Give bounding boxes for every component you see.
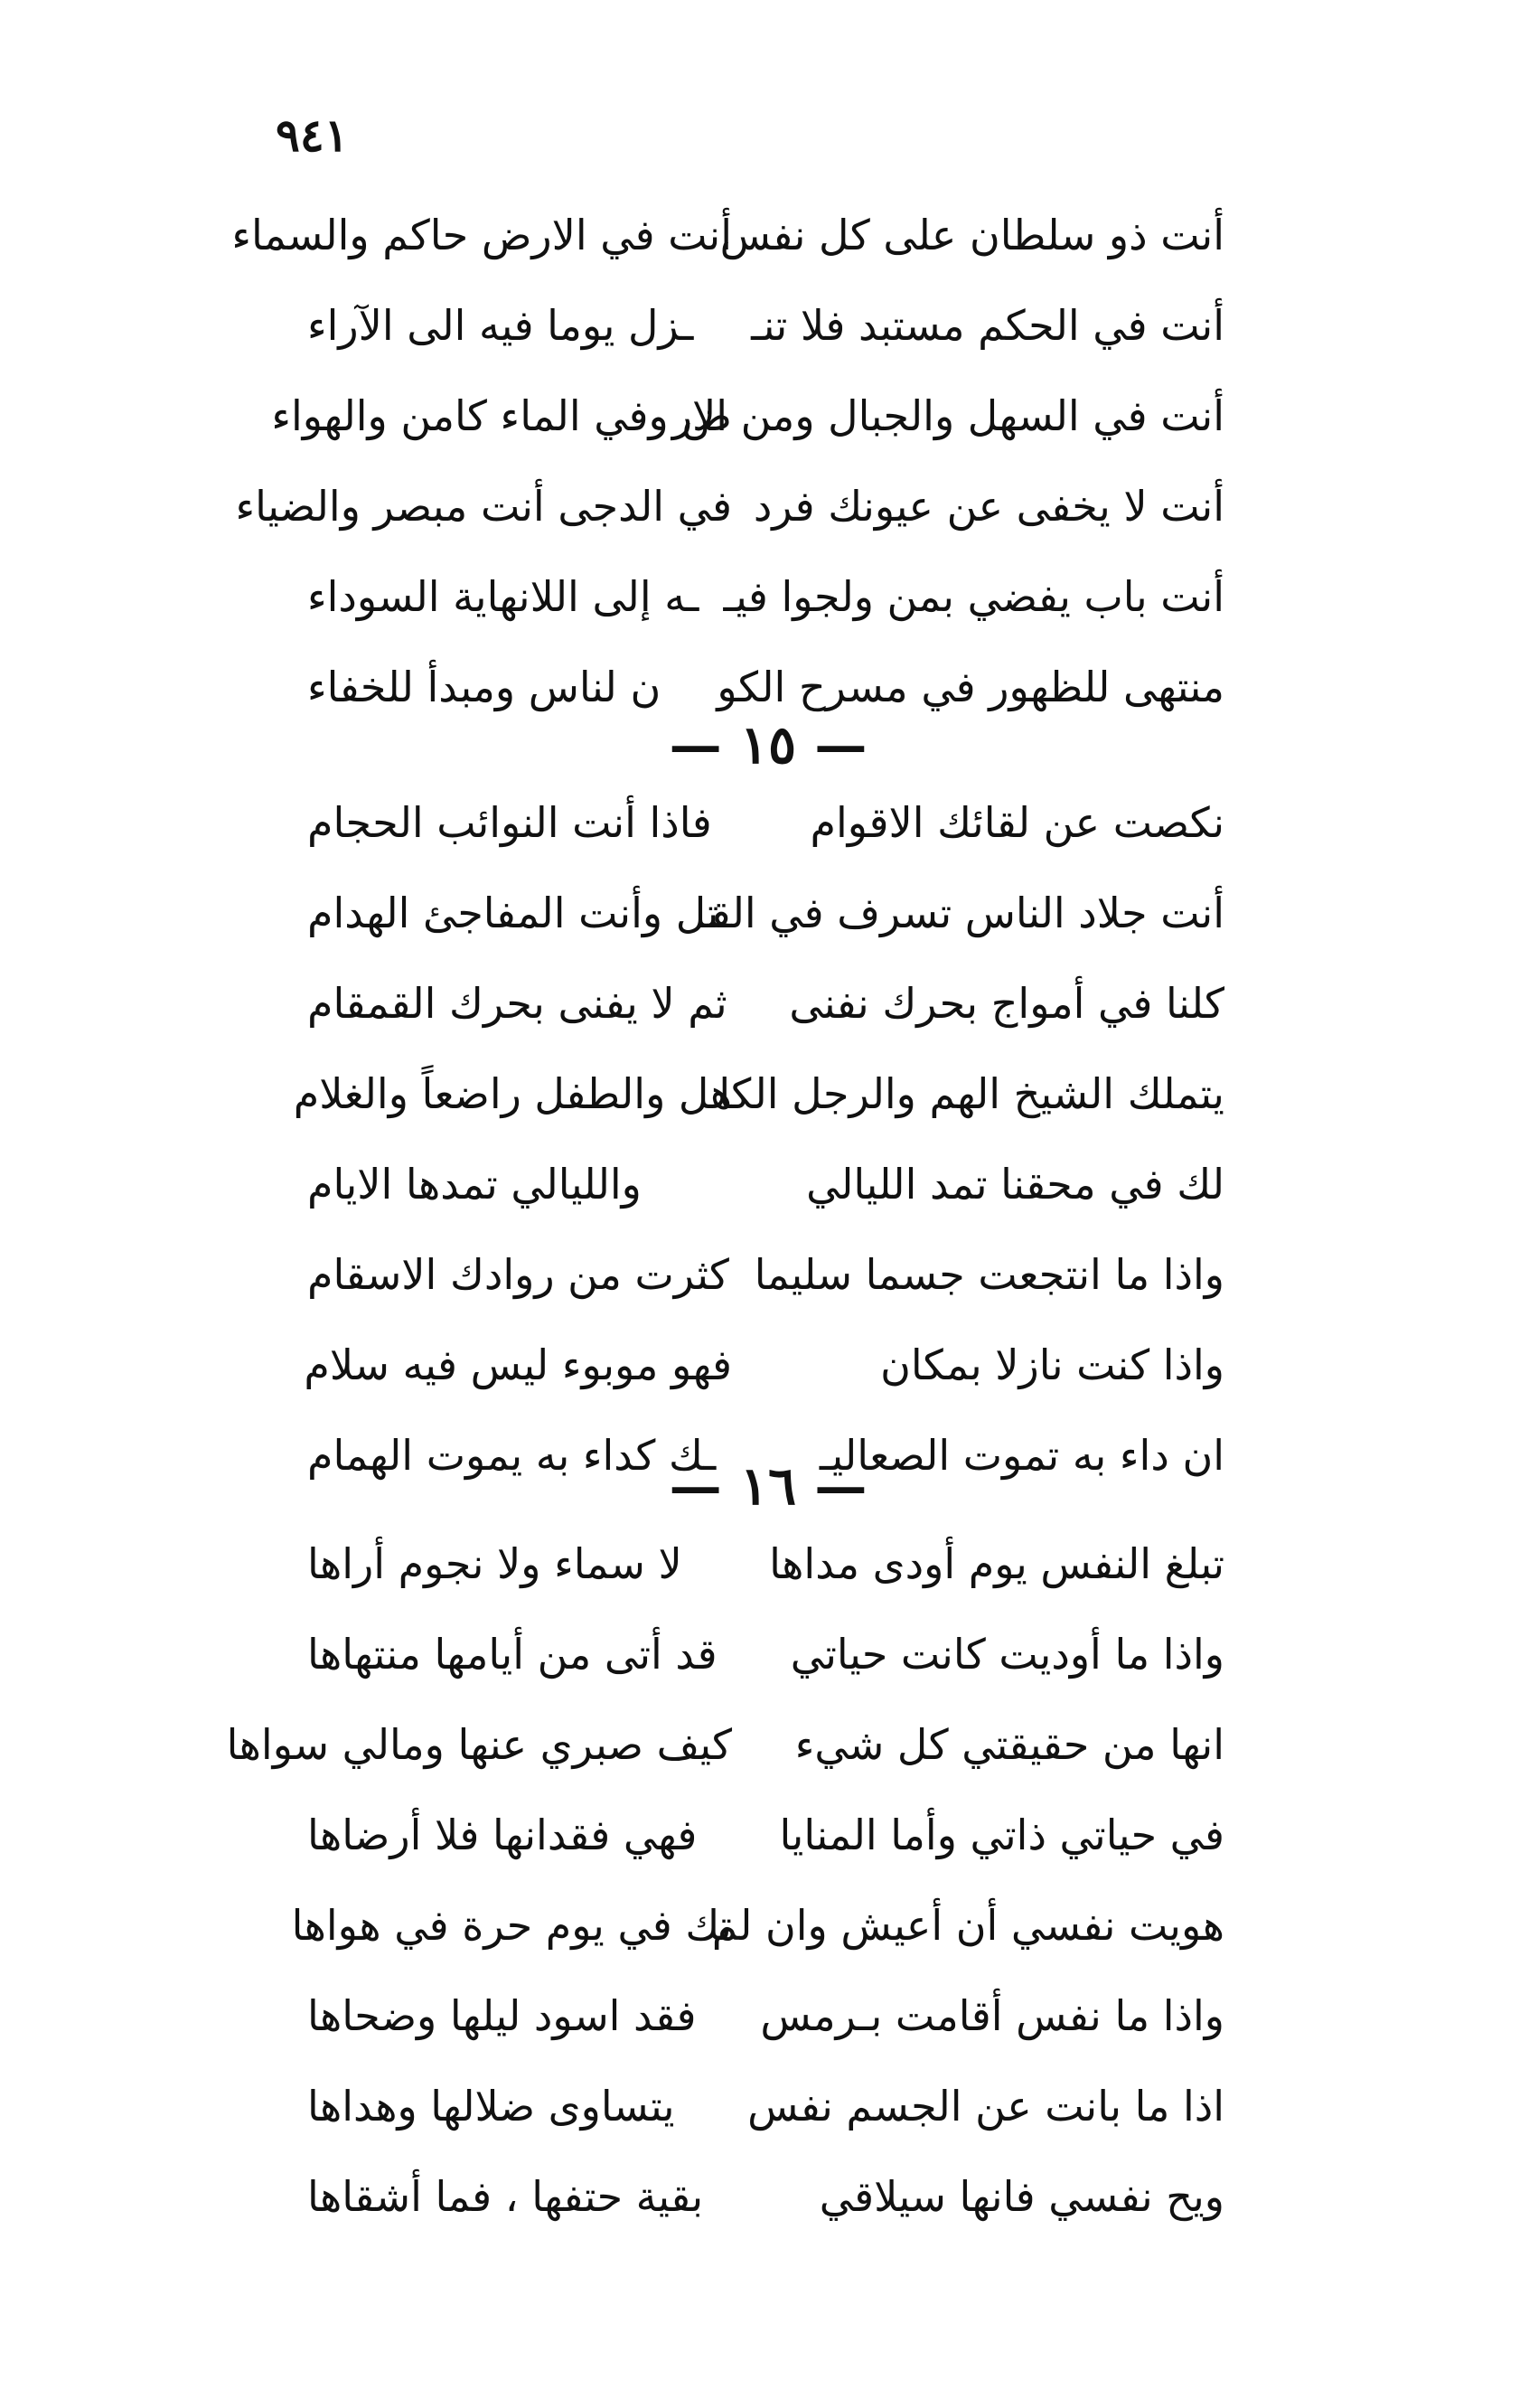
poem-section-15 bbox=[293, 777, 1224, 1500]
hemistich-right: كلنا في أمواج بحرك نفنى bbox=[789, 979, 1224, 1028]
hemistich-left: ض وفي الماء كامن والهواء bbox=[271, 391, 732, 440]
hemistich-left: ن لناس ومبدأ للخفاء bbox=[307, 663, 661, 711]
hemistich-right: في حياتي ذاتي وأما المنايا bbox=[779, 1811, 1224, 1859]
hemistich-right: نكصت عن لقائك الاقوام bbox=[810, 798, 1224, 847]
verse bbox=[307, 1790, 1224, 1880]
hemistich-left: فاذا أنت النوائب الحجام bbox=[307, 798, 712, 847]
hemistich-right: أنت باب يفضي بمن ولجوا فيـ bbox=[723, 572, 1224, 621]
verse bbox=[307, 2151, 1224, 2242]
hemistich-left: قد أتى من أيامها منتهاها bbox=[307, 1630, 718, 1679]
section-heading-15: — ١٥ — bbox=[669, 714, 868, 776]
hemistich-right: أنت لا يخفى عن عيونك فرد bbox=[753, 482, 1224, 531]
hemistich-left: لا سماء ولا نجوم أراها bbox=[307, 1539, 682, 1588]
verse bbox=[307, 1971, 1224, 2061]
verse bbox=[307, 777, 1224, 868]
hemistich-right: أنت في السهل والجبال ومن الار bbox=[671, 391, 1224, 440]
verse bbox=[307, 958, 1224, 1049]
hemistich-right: تبلغ النفس يوم أودى مداها bbox=[769, 1539, 1224, 1588]
hemistich-left: تك في يوم حرة في هواها bbox=[291, 1901, 732, 1950]
hemistich-right: هويت نفسي أن أعيش وان لم bbox=[711, 1901, 1224, 1950]
hemistich-left: فهي فقدانها فلا أرضاها bbox=[307, 1811, 698, 1859]
verse bbox=[307, 1229, 1224, 1320]
verse bbox=[231, 190, 1224, 280]
verse bbox=[307, 551, 1224, 642]
verse bbox=[291, 1880, 1224, 1971]
hemistich-right: منتهى للظهور في مسرح الكو bbox=[717, 663, 1224, 711]
hemistich-right: لك في محقنا تمد الليالي bbox=[806, 1160, 1224, 1209]
verse bbox=[226, 1699, 1224, 1790]
hemistich-left: ـتل وأنت المفاجئ الهدام bbox=[307, 889, 732, 937]
hemistich-right: واذا ما نفس أقامت بـرمس bbox=[760, 1991, 1224, 2040]
hemistich-left: ثم لا يفنى بحرك القمقام bbox=[307, 979, 727, 1028]
hemistich-left: كيف صبري عنها ومالي سواها bbox=[226, 1720, 732, 1769]
hemistich-right: واذا كنت نازلا بمكان bbox=[880, 1340, 1224, 1389]
hemistich-left: ـك كداء به يموت الهمام bbox=[307, 1431, 717, 1480]
verse bbox=[304, 1320, 1224, 1410]
verse bbox=[307, 2061, 1224, 2151]
verse bbox=[307, 1609, 1224, 1699]
hemistich-right: يتملك الشيخ الهم والرجل الكا bbox=[718, 1069, 1224, 1118]
verse bbox=[235, 461, 1224, 551]
hemistich-left: فقد اسود ليلها وضحاها bbox=[307, 1991, 697, 2040]
verse bbox=[307, 280, 1224, 371]
verse bbox=[307, 1139, 1224, 1229]
hemistich-right: ويح نفسي فانها سيلاقي bbox=[819, 2172, 1224, 2221]
hemistich-right: اذا ما بانت عن الجسم نفس bbox=[747, 2082, 1224, 2131]
poem-section-1 bbox=[231, 190, 1224, 732]
verse bbox=[307, 1519, 1224, 1609]
hemistich-left: فهو موبوء ليس فيه سلام bbox=[304, 1340, 732, 1389]
hemistich-left: في الدجى أنت مبصر والضياء bbox=[235, 482, 732, 531]
hemistich-right: واذا ما انتجعت جسما سليما bbox=[754, 1250, 1224, 1299]
hemistich-left: هل والطفل راضعاً والغلام bbox=[293, 1069, 732, 1118]
hemistich-left: والليالي تمدها الايام bbox=[307, 1160, 642, 1209]
hemistich-right: انها من حقيقتي كل شيء bbox=[794, 1720, 1224, 1769]
hemistich-left: ـه إلى اللانهاية السوداء bbox=[307, 572, 699, 621]
page-number: ٩٤١ bbox=[276, 108, 349, 162]
verse bbox=[307, 868, 1224, 958]
hemistich-left: بقية حتفها ، فما أشقاها bbox=[307, 2172, 704, 2221]
hemistich-left: يتساوى ضلالها وهداها bbox=[307, 2082, 675, 2131]
hemistich-left: أنت في الارض حاكم والسماء bbox=[231, 211, 732, 259]
poem-section-16 bbox=[226, 1519, 1224, 2242]
verse bbox=[293, 1049, 1224, 1139]
section-heading-16: — ١٦ — bbox=[669, 1455, 868, 1517]
hemistich-right: أنت ذو سلطان على كل نفس bbox=[719, 211, 1224, 259]
hemistich-right: ان داء به تموت الصعاليـ bbox=[819, 1431, 1224, 1480]
hemistich-right: واذا ما أوديت كانت حياتي bbox=[790, 1630, 1224, 1679]
hemistich-left: كثرت من روادك الاسقام bbox=[307, 1250, 729, 1299]
verse bbox=[271, 371, 1224, 461]
hemistich-right: أنت في الحكم مستبد فلا تنـ bbox=[751, 301, 1224, 350]
hemistich-right: أنت جلاد الناس تسرف في القـ bbox=[699, 889, 1224, 937]
hemistich-left: ـزل يوما فيه الى الآراء bbox=[307, 301, 694, 350]
